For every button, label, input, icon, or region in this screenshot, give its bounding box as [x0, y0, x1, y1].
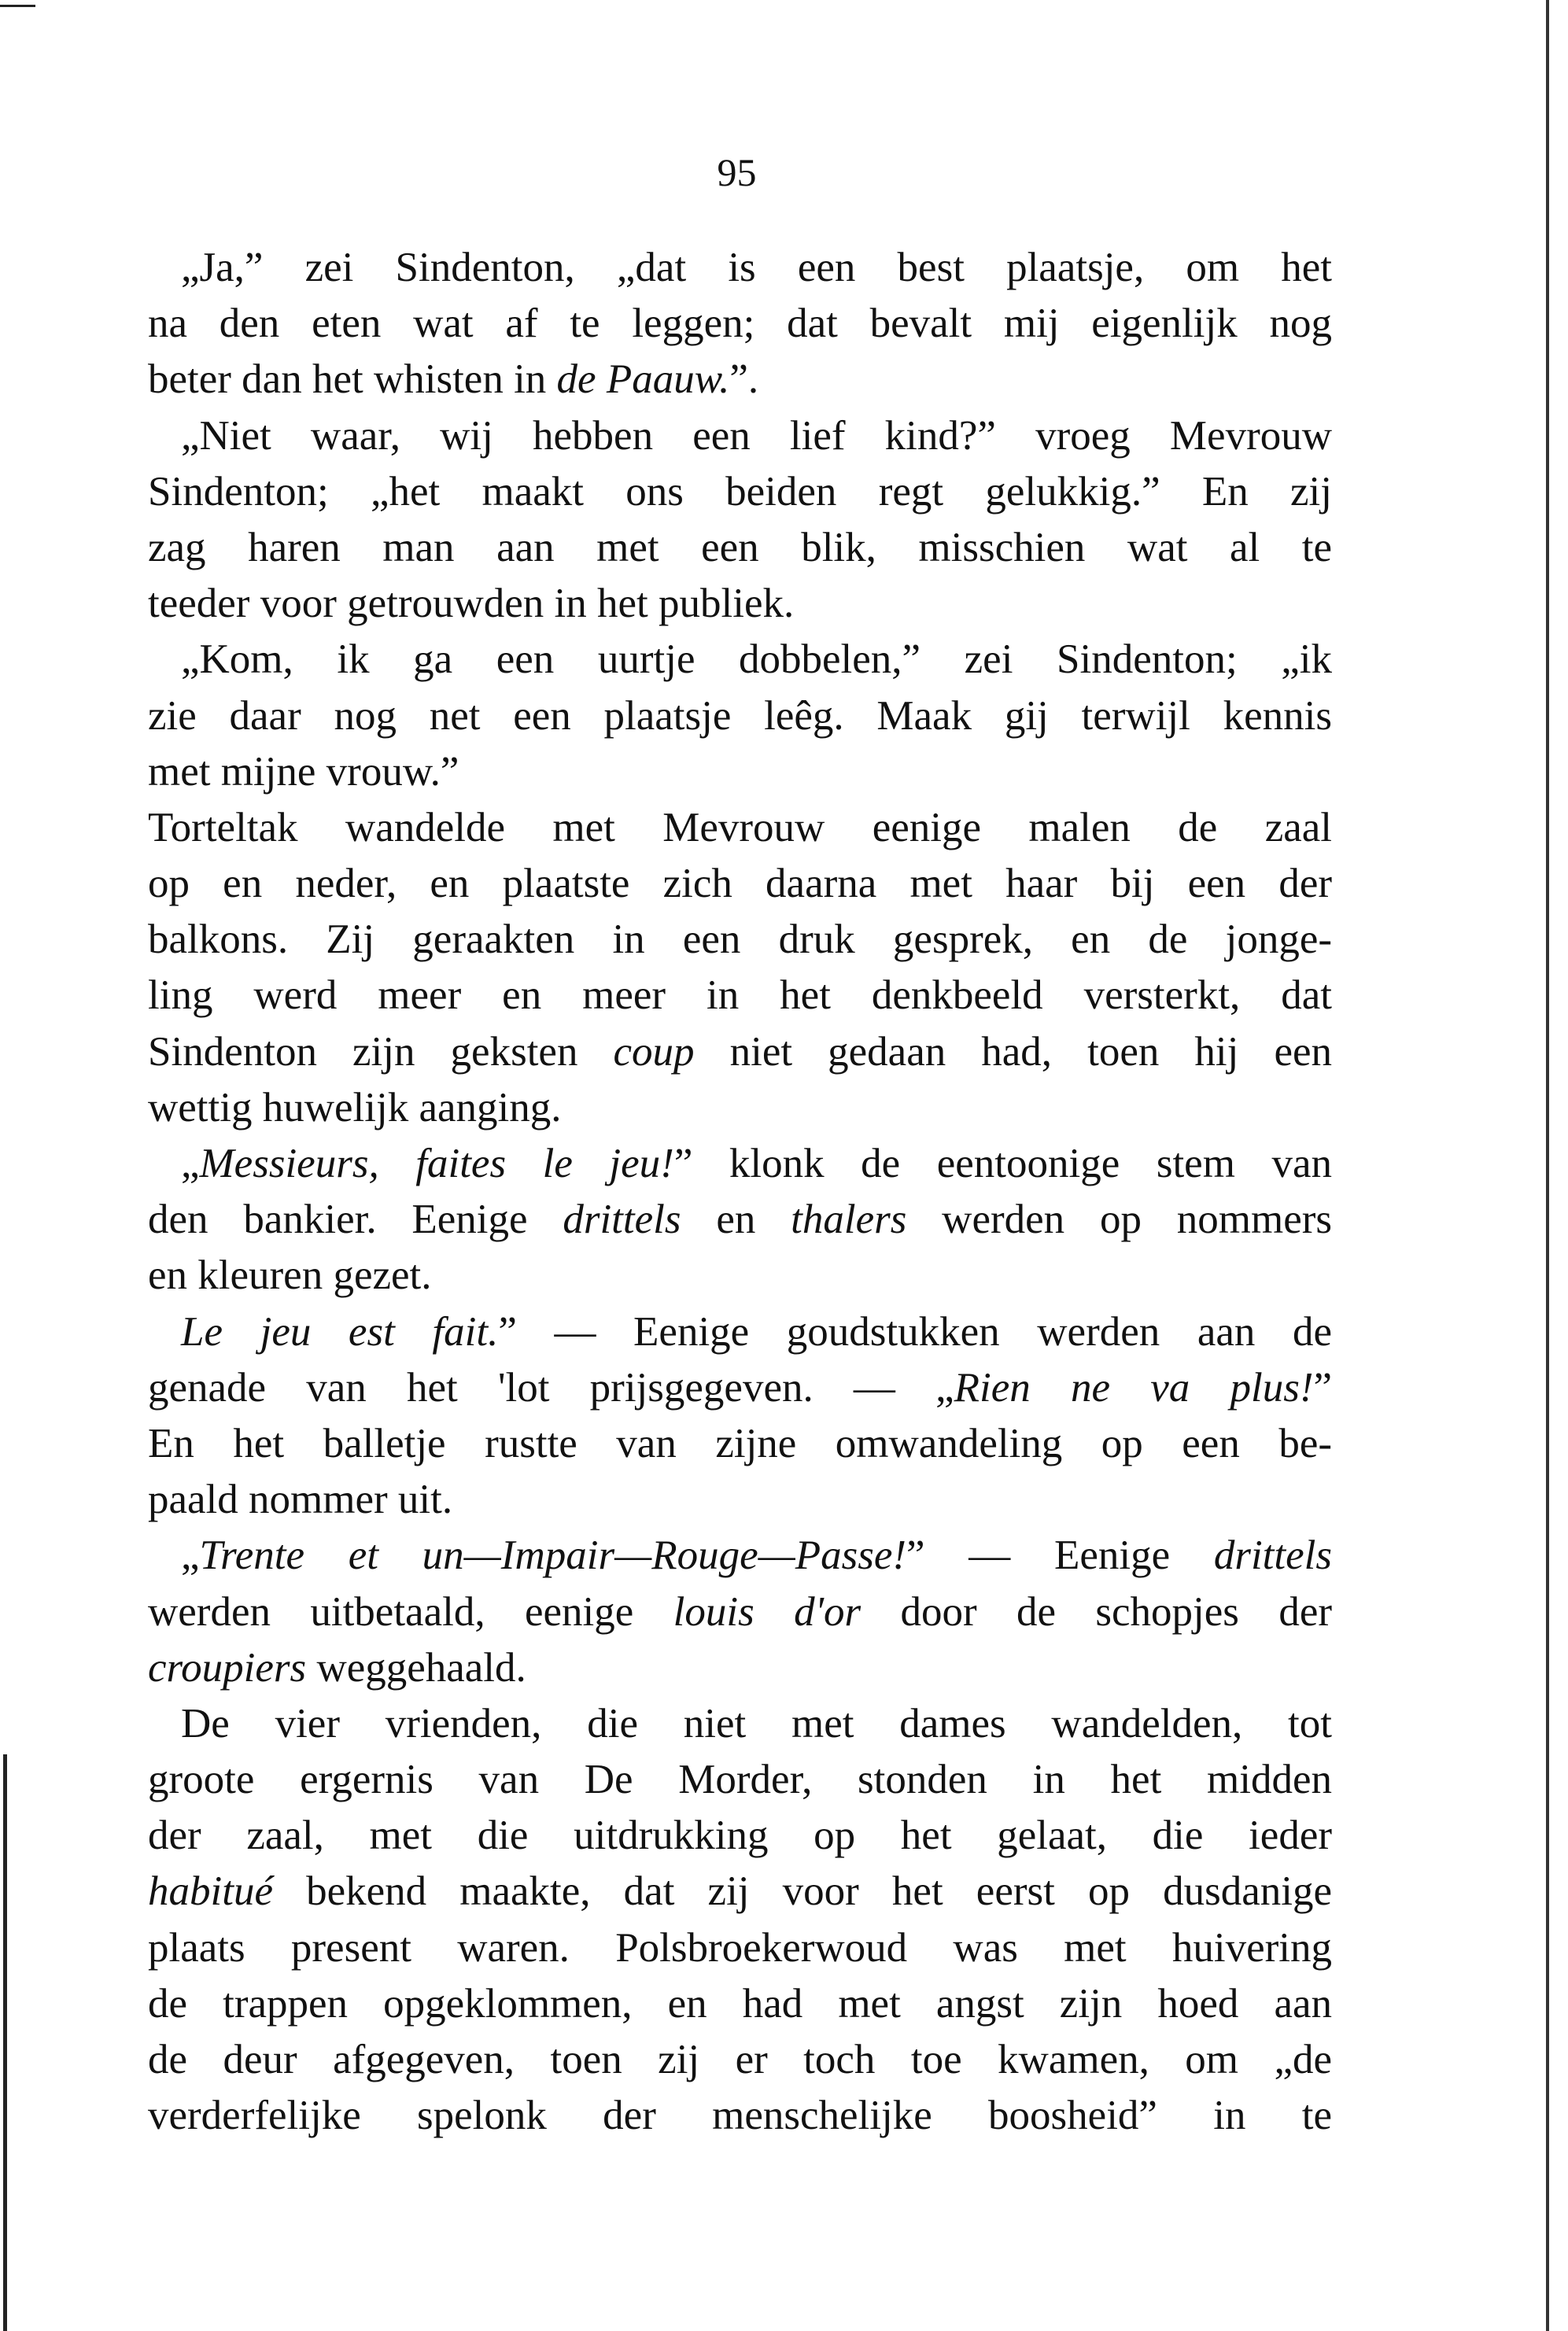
body-text [148, 240, 1332, 2144]
italic-text: louis d'or [673, 1588, 861, 1635]
text-line [148, 912, 1332, 968]
text-segment: Sindenton zijn geksten [148, 1028, 614, 1075]
text-segment: bekend maakte, dat zij voor het eerst op dusdanige [272, 1868, 1332, 1915]
text-segment: „Ja,” zei Sindenton, „dat is een best plaatsje, om het [181, 245, 1332, 290]
text-line [148, 296, 1332, 352]
text-line [148, 1080, 1332, 1136]
text-segment: paald nommer uit. [148, 1477, 453, 1523]
italic-text: Le jeu est fait. [181, 1308, 499, 1355]
text-segment: De vier vrienden, die niet met dames wandelden, tot [181, 1700, 1332, 1746]
text-segment: der zaal, met die uitdrukking op het gelaat, die ieder [148, 1813, 1332, 1859]
text-segment: ” — Eenige [906, 1532, 1214, 1579]
text-segment: niet gedaan had, toen hij een [694, 1028, 1332, 1075]
text-segment: werden op nommers [906, 1197, 1332, 1243]
italic-text: thalers [791, 1197, 907, 1243]
text-segment: op en neder, en plaatste zich daarna met haar bij een der [148, 861, 1332, 907]
text-segment: teeder voor getrouwden in het publiek. [148, 581, 795, 627]
text-segment: na den eten wat af te leggen; dat bevalt mij eigenlijk nog [148, 301, 1332, 347]
text-segment: weggehaald. [306, 1644, 526, 1691]
text-line [148, 576, 1332, 632]
text-segment: wettig huwelijk aanging. [148, 1084, 562, 1130]
text-line [148, 1752, 1332, 1808]
text-segment: zag haren man aan met een blik, misschien wat al te [148, 524, 1332, 570]
text-segment: ” [1313, 1364, 1332, 1411]
text-line [148, 1920, 1332, 1976]
text-line [148, 688, 1332, 744]
italic-text: drittels [563, 1197, 681, 1243]
text-line [148, 520, 1332, 576]
text-line [148, 1304, 1332, 1360]
page-number-text: 95 [717, 150, 757, 194]
text-line [148, 1584, 1332, 1640]
text-segment: beter dan het whisten in [148, 356, 557, 403]
scan-right-edge [1546, 0, 1549, 2331]
italic-text: Trente et un—Impair—Rouge—Passe! [199, 1532, 907, 1579]
text-segment: groote ergernis van De Morder, stonden in het midden [148, 1757, 1332, 1803]
text-segment: ”. [729, 356, 759, 403]
text-segment: „ [181, 1141, 200, 1186]
text-line [148, 856, 1332, 912]
text-segment: ” — Eenige goudstukken werden aan de [498, 1308, 1332, 1355]
text-segment: „Niet waar, wij hebben een lief kind?” vroeg Mevrouw [181, 412, 1332, 459]
text-line [148, 464, 1332, 520]
italic-text: Rien ne va plus! [954, 1364, 1314, 1411]
text-line [148, 1640, 1332, 1696]
text-segment: zie daar nog net een plaatsje leêg. Maak gij terwijl kennis [148, 692, 1332, 739]
text-line [148, 352, 1332, 408]
italic-text: de Paauw. [556, 356, 730, 403]
text-line [148, 1976, 1332, 2032]
text-segment: de trappen opgeklommen, en had met angst zijn hoed aan [148, 1980, 1332, 2027]
text-segment: de deur afgegeven, toen zij er toch toe kwamen, om „de [148, 2037, 1332, 2082]
text-line [148, 968, 1332, 1024]
text-segment: met mijne vrouw.” [148, 748, 459, 795]
text-segment: en [681, 1197, 791, 1243]
text-line [148, 1864, 1332, 1920]
text-line [148, 1192, 1332, 1248]
text-segment: ” klonk de eentoonige stem van [673, 1141, 1332, 1186]
text-segment: verderfelijke spelonk der menschelijke boosheid” in te [148, 2093, 1332, 2139]
italic-text: habitué [148, 1868, 273, 1915]
text-line [148, 632, 1332, 688]
text-line [148, 1416, 1332, 1472]
text-segment: ling werd meer en meer in het denkbeeld versterkt, dat [148, 972, 1332, 1019]
text-line [148, 1360, 1332, 1416]
text-line [148, 744, 1332, 800]
text-segment: genade van het 'lot prijsgegeven. — „ [148, 1364, 954, 1411]
text-segment: „ [181, 1532, 200, 1579]
text-segment: En het balletje rustte van zijne omwandeling op een be- [148, 1420, 1332, 1466]
text-segment: en kleuren gezet. [148, 1252, 432, 1299]
text-line [148, 2032, 1332, 2088]
text-line [148, 1024, 1332, 1080]
page-number [0, 149, 1568, 195]
text-line [148, 2088, 1332, 2144]
text-segment: plaats present waren. Polsbroekerwoud was met huivering [148, 1924, 1332, 1971]
text-segment: den bankier. Eenige [148, 1197, 563, 1243]
text-segment: Sindenton; „het maakt ons beiden regt gelukkig.” En zij [148, 468, 1332, 515]
scan-edge-mark [0, 5, 35, 7]
italic-text: croupiers [148, 1644, 307, 1691]
text-line [148, 1472, 1332, 1528]
text-segment: balkons. Zij geraakten in een druk gesprek, en de jonge- [148, 917, 1332, 963]
italic-text: drittels [1213, 1532, 1332, 1579]
text-line [148, 408, 1332, 464]
scan-left-edge [3, 1754, 7, 2331]
text-segment: door de schopjes der [861, 1588, 1332, 1635]
italic-text: coup [613, 1028, 695, 1075]
italic-text: Messieurs, faites le jeu! [199, 1141, 674, 1186]
text-line [148, 1528, 1332, 1584]
text-line [148, 1808, 1332, 1864]
text-segment: werden uitbetaald, eenige [148, 1588, 673, 1635]
text-line [148, 240, 1332, 296]
text-line [148, 1136, 1332, 1192]
text-line [148, 1248, 1332, 1304]
text-line [148, 800, 1332, 856]
text-segment: „Kom, ik ga een uurtje dobbelen,” zei Sindenton; „ik [181, 636, 1332, 683]
text-line [148, 1696, 1332, 1752]
text-segment: Torteltak wandelde met Mevrouw eenige malen de zaal [148, 804, 1332, 850]
